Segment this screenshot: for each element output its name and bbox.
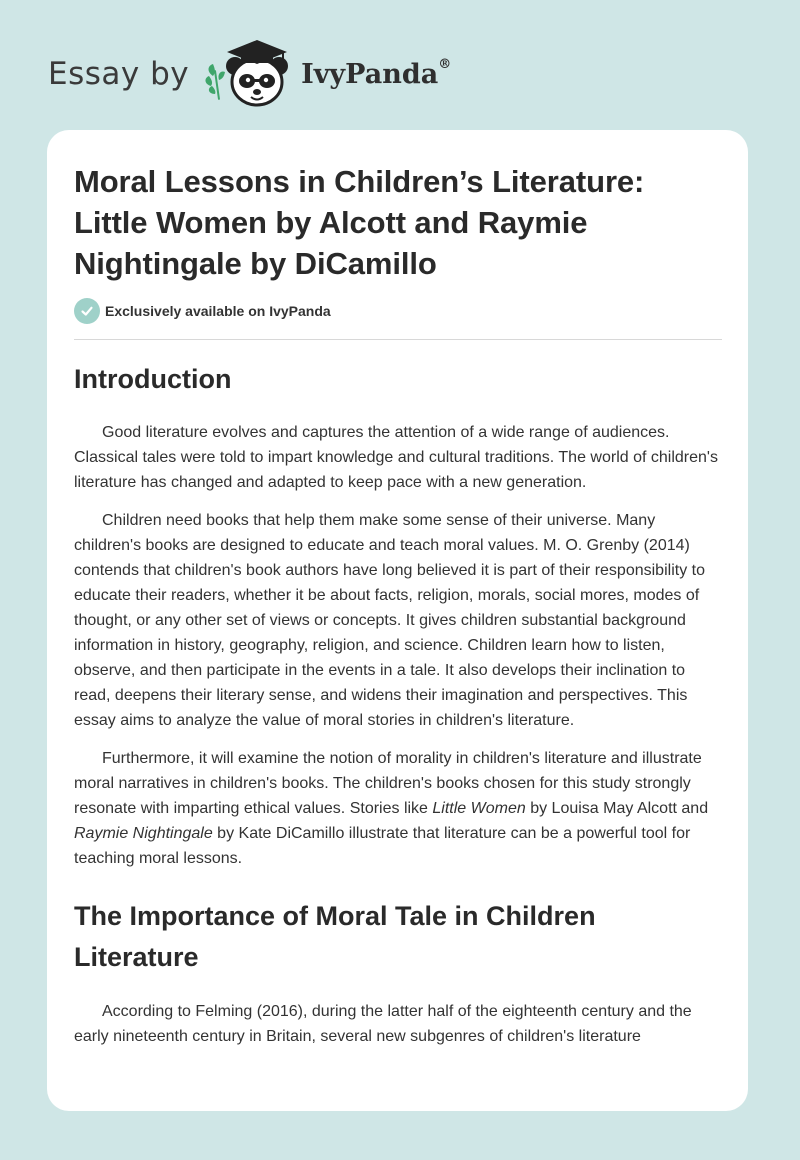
brand-name: IvyPanda® [301, 56, 452, 90]
book-title-raymie-nightingale: Raymie Nightingale [74, 825, 213, 842]
book-title-little-women: Little Women [432, 800, 526, 817]
paragraph [74, 746, 722, 871]
paragraph: Good literature evolves and captures the attention of a wide range of audiences. Classical tales were told to impart knowledge and cultural traditions. The world of children's literature has changed and adapted to keep pace with a new generation. [74, 424, 718, 491]
paragraph: Children need books that help them make some sense of their universe. Many children's books are designed to educate and teach moral values. M. O. Grenby (2014) contends that children's book authors have long believed it is part of their responsibility to educate their readers, whether it be about facts, religion, morals, social mores, modes of thought, or any other set of views or concepts. It gives children substantial background information in history, geography, religion, and science. Children learn how to listen, observe, and then participate in the events in a tale. It also develops their inclination to read, deepens their literary sense, and widens their imagination and perspectives. This essay aims to analyze the value of moral stories in children's literature. [74, 512, 705, 729]
exclusive-badge [74, 297, 722, 325]
brand-prefix: Essay by [48, 56, 190, 92]
paragraph-text: by Kate DiCamillo illustrate that literature can be a powerful tool for teaching moral lessons. [74, 825, 691, 867]
site-brand[interactable] [48, 36, 451, 112]
section-heading-introduction: Introduction [74, 364, 232, 394]
paragraph: According to Felming (2016), during the latter half of the eighteenth century and the early nineteenth century in Britain, several new subgenres of children's literature [74, 1003, 692, 1045]
paragraph-text: by Louisa May Alcott and [525, 800, 709, 817]
exclusive-text: Exclusively available on IvyPanda [105, 303, 331, 319]
essay-card [47, 130, 748, 1111]
divider [74, 339, 722, 340]
section-heading-moral-tale: The Importance of Moral Tale in Children Literature [74, 901, 596, 972]
essay-title: Moral Lessons in Children’s Literature: Little Women by Alcott and Raymie Nightingale by DiCamillo [74, 164, 645, 281]
check-circle-icon [74, 298, 100, 324]
registered-mark: ® [438, 56, 452, 72]
paragraph-text: Furthermore, it will examine the notion of morality in children's literature and illustrate moral narratives in children's books. The children's books chosen for this study strongly resonate with imparting ethical values. Stories like [74, 750, 702, 817]
panda-graduate-icon [203, 36, 299, 112]
